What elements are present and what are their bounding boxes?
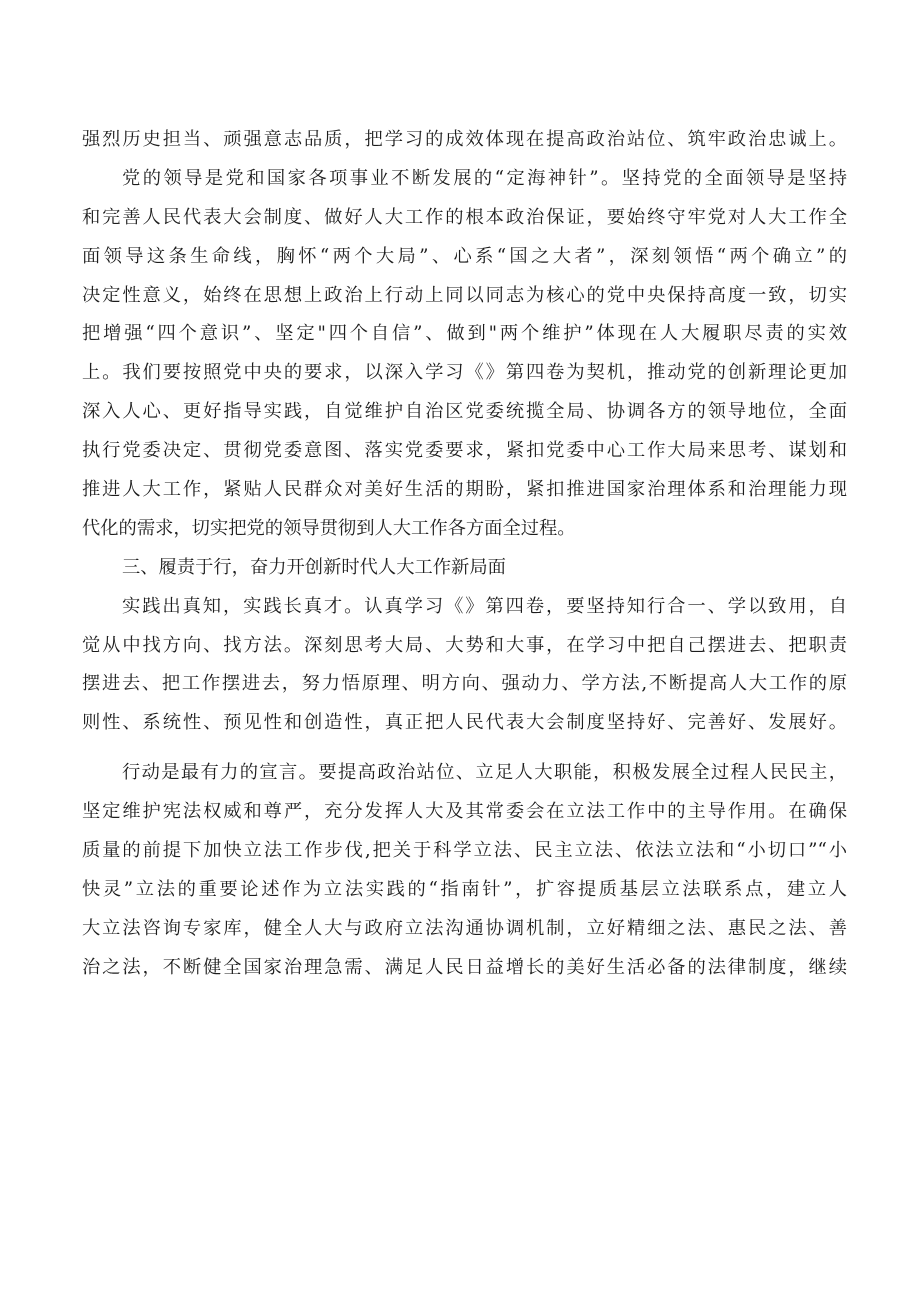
text-line: 党的领导是党和国家各项事业不断发展的“定海神针”。坚持党的全面领导是坚持 xyxy=(122,167,847,189)
paragraph-continuation xyxy=(82,121,847,160)
text-line: 执行党委决定、贯彻党委意图、落实党委要求，紧扣党委中心工作大局来思考、谋划和 xyxy=(82,440,847,462)
section-heading xyxy=(82,549,847,588)
text-line: 觉从中找方向、找方法。深刻思考大局、大势和大事，在学习中把自己摆进去、把职责 xyxy=(82,634,847,656)
text-line: 治之法，不断健全国家治理急需、满足人民日益增长的美好生活必备的法律制度，继续 xyxy=(82,956,847,978)
paragraph-action xyxy=(82,754,847,987)
text-line: 深入人心、更好指导实践，自觉维护自治区党委统揽全局、协调各方的领导地位，全面 xyxy=(82,401,847,423)
text-line: 则性、系统性、预见性和创造性，真正把人民代表大会制度坚持好、完善好、发展好。 xyxy=(82,712,847,734)
paragraph-party-leadership xyxy=(82,160,847,549)
paragraph-spacer xyxy=(82,743,847,754)
text-line: 行动是最有力的宣言。要提高政治站位、立足人大职能，积极发展全过程人民民主， xyxy=(122,762,847,784)
text-line: 上。我们要按照党中央的要求，以深入学习《》第四卷为契机，推动党的创新理论更加 xyxy=(82,362,847,384)
text-line: 坚定维护宪法权威和尊严，充分发挥人大及其常委会在立法工作中的主导作用。在确保 xyxy=(82,801,847,823)
text-line: 决定性意义，始终在思想上政治上行动上同以同志为核心的党中央保持高度一致，切实 xyxy=(82,284,847,306)
text-line: 强烈历史担当、顽强意志品质，把学习的成效体现在提高政治站位、筑牢政治忠诚上。 xyxy=(82,129,847,150)
text-line: 实践出真知，实践长真才。认真学习《》第四卷，要坚持知行合一、学以致用，自 xyxy=(122,595,847,617)
text-line: 质量的前提下加快立法工作步伐,把关于科学立法、民主立法、依法立法和“小切口”“小 xyxy=(82,840,847,862)
heading-text: 三、履责于行，奋力开创新时代人大工作新局面 xyxy=(122,556,506,578)
text-line: 大立法咨询专家库，健全人大与政府立法沟通协调机制，立好精细之法、惠民之法、善 xyxy=(82,917,847,939)
text-line: 面领导这条生命线，胸怀“两个大局”、心系“国之大者”，深刻领悟“两个确立”的 xyxy=(82,245,847,267)
text-line: 快灵”立法的重要论述作为立法实践的“指南针”，扩容提质基层立法联系点，建立人 xyxy=(82,878,847,900)
text-line: 和完善人民代表大会制度、做好人大工作的根本政治保证，要始终守牢党对人大工作全 xyxy=(82,206,847,228)
document-body xyxy=(82,121,847,988)
text-line: 代化的需求，切实把党的领导贯彻到人大工作各方面全过程。 xyxy=(82,517,576,539)
text-line: 把增强“四个意识”、坚定"四个自信”、做到"两个维护”体现在人大履职尽责的实效 xyxy=(82,323,847,345)
text-line: 推进人大工作，紧贴人民群众对美好生活的期盼，紧扣推进国家治理体系和治理能力现 xyxy=(82,479,847,501)
paragraph-practice xyxy=(82,588,847,744)
text-line: 摆进去、把工作摆进去，努力悟原理、明方向、强动力、学方法,不断提高人大工作的原 xyxy=(82,673,847,695)
